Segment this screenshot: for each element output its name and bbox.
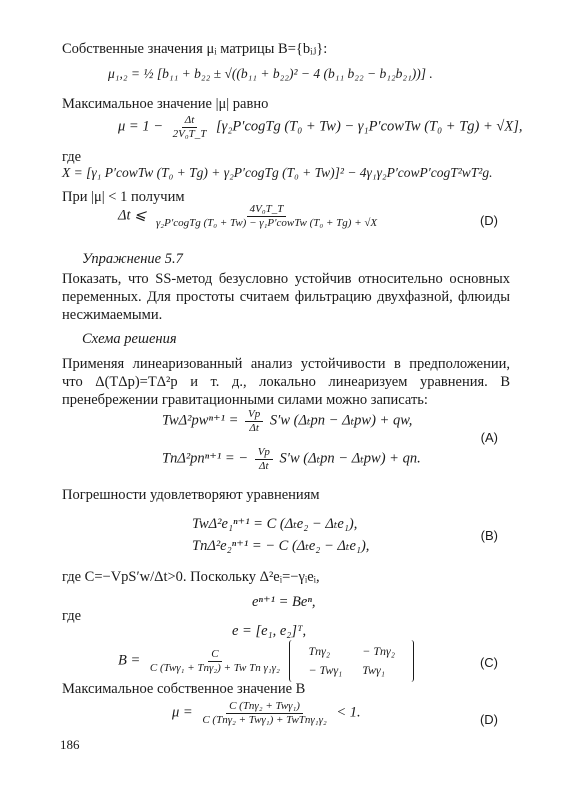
text-max-eigenvalue: Максимальное собственное значение B [62, 681, 306, 697]
fraction-numerator: 4V₀T_T [247, 203, 287, 217]
equation-B-lhs: B = [118, 652, 141, 669]
equation-tag-D-2: (D) [479, 712, 498, 727]
text-C-definition: где C=−VpS′w/Δt>0. Поскольку Δ²eᵢ=−γᵢeᵢ, [62, 569, 320, 585]
equation-en: eⁿ⁺¹ = Beⁿ, [252, 594, 316, 610]
fraction-denominator: C (Tnγ₂ + Twγ₁) + TwTnγ₁γ₂ [202, 713, 327, 726]
equation-X: X = [γ₁ P′cowTw (T₀ + Tg) + γ₂P′cogTg (T₀ + Tw)]² − 4γ₁γ₂P′cowP′cogT²wT²g. [62, 165, 493, 180]
equation-A1-fraction [245, 408, 263, 434]
fraction-denominator: γ₂P′cogTg (T₀ + Tw) − γ₁P′cowTw (T₀ + Tg) + √X [155, 216, 378, 229]
equation-dt-lhs: Δt ⩽ [118, 207, 147, 224]
equation-tag-A: (A) [480, 430, 498, 445]
equation-e: e = [e₁, e₂]ᵀ, [232, 623, 307, 639]
equation-mu-rhs: [γ₂P′cogTg (T₀ + Tw) − γ₁P′cowTw (T₀ + Tg) + √X], [216, 118, 523, 135]
fraction-numerator: Vp [255, 446, 273, 460]
text-when: При |μ| < 1 получим [62, 189, 185, 205]
equation-mu-fraction [170, 114, 210, 140]
equation-A1-rhs: S′w (Δₜpn − Δₜpw) + qw, [269, 412, 413, 429]
equation-final-lhs: μ = [172, 704, 193, 721]
equation-A1 [162, 408, 412, 434]
equation-mu [118, 114, 522, 140]
equation-A1-lhs: TwΔ²pwⁿ⁺¹ = [162, 412, 239, 429]
text-max-mu: Максимальное значение |μ| равно [62, 96, 269, 112]
equation-A2-rhs: S′w (Δₜpn − Δₜpw) + qn. [279, 450, 421, 467]
equation-final-rhs: < 1. [336, 704, 361, 721]
exercise-title: Упражнение 5.7 [82, 251, 183, 267]
fraction-numerator: Δt [182, 114, 198, 128]
equation-mu12: μ₁,₂ = ½ [b₁₁ + b₂₂ ± √((b₁₁ + b₂₂)² − 4 (b₁₁ b₂₂ − b₁₂b₂₁))] . [108, 66, 433, 81]
fraction-numerator: C [208, 648, 221, 662]
equation-B-matrix [118, 640, 414, 682]
equation-tag-C: (C) [479, 655, 498, 670]
equation-A2-lhs: TnΔ²pnⁿ⁺¹ = − [162, 450, 249, 467]
equation-tag-B: (B) [480, 528, 498, 543]
matrix [289, 640, 413, 682]
equation-B-fraction [147, 648, 283, 674]
equation-B2: TnΔ²e₂ⁿ⁺¹ = − C (Δₜe₂ − Δₜe₁), [192, 538, 370, 554]
equation-mu-lhs: μ = 1 − [118, 118, 163, 135]
equation-A2-fraction [255, 446, 273, 472]
equation-tag-D: (D) [479, 213, 498, 228]
matrix-cell: Twγ₁ [362, 663, 385, 678]
page-number: 186 [60, 737, 80, 752]
text-eigenvalues: Собственные значения μᵢ матрицы B={bᵢⱼ}: [62, 41, 328, 57]
fraction-denominator: Δt [259, 459, 269, 472]
matrix-cell: − Twγ₁ [308, 663, 343, 678]
fraction-denominator: Δt [249, 421, 259, 434]
fraction-numerator: C (Tnγ₂ + Twγ₁) [226, 700, 303, 714]
matrix-cell: − Tnγ₂ [362, 644, 395, 658]
equation-A2 [162, 446, 421, 472]
text-where: где [62, 149, 82, 165]
equation-dt-fraction [153, 203, 380, 229]
exercise-text: Показать, что SS-метод безусловно устойчив относительно основных переменных. Для простоты считаем фильтрацию двухфазной, флюиды несжимаемыми. [62, 271, 510, 324]
fraction-denominator: C (Twγ₁ + Tnγ₂) + Tw Tn γ₁γ₂ [149, 661, 280, 674]
text-errors: Погрешности удовлетворяют уравнениям [62, 487, 320, 503]
solution-title: Схема решения [82, 331, 177, 347]
matrix-cell: Tnγ₂ [308, 644, 331, 658]
fraction-denominator: 2V₀T_T [172, 127, 207, 140]
equation-final [172, 700, 361, 726]
equation-final-fraction [199, 700, 329, 726]
text-where-2: где [62, 608, 82, 624]
equation-dt [118, 203, 383, 229]
equation-B1: TwΔ²e₁ⁿ⁺¹ = C (Δₜe₂ − Δₜe₁), [192, 516, 358, 532]
fraction-numerator: Vp [245, 408, 263, 422]
solution-text: Применяя линеаризованный анализ устойчивости в предположении, что Δ(TΔp)=TΔ²p и т. д., локально линеаризуем уравнения. В пренебрежении гравитационными силами можно записать: [62, 356, 510, 409]
